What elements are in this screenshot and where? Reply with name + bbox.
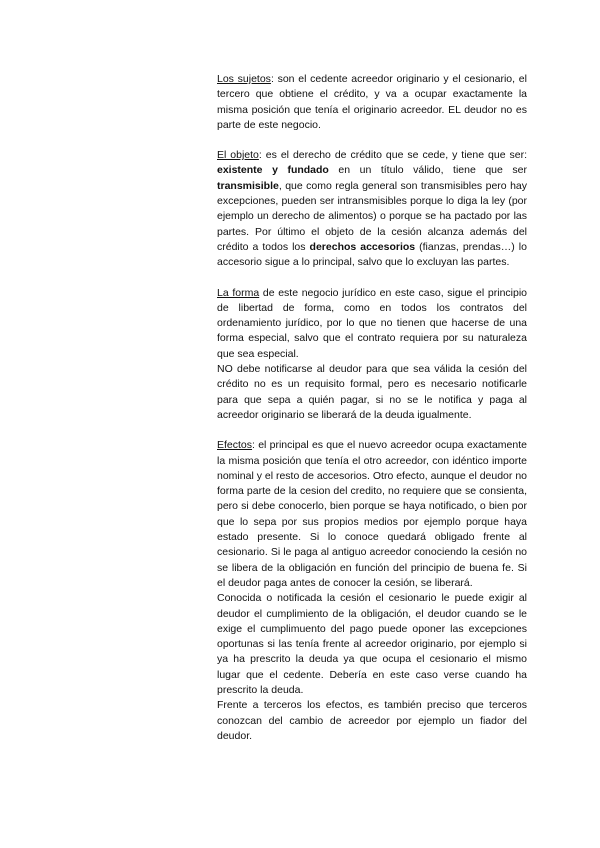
text-column: [217, 72, 527, 744]
paragraph-forma: [217, 286, 527, 362]
sujetos-text: : son el cedente acreedor originario y el cesionario, el tercero que obtiene el crédito, y va a ocupar exactamente la misma posición que tenía el originario acreedor. EL deudor no es parte de este negocio.: [217, 73, 527, 131]
objeto-text-1: : es el derecho de crédito que se cede, y tiene que ser:: [258, 149, 527, 162]
paragraph-sujetos: [217, 72, 527, 133]
heading-sujetos: Los sujetos: [217, 73, 271, 85]
objeto-text-2: en un título válido, tiene que ser: [328, 164, 527, 177]
objeto-bold-derechos-accesorios: derechos accesorios: [309, 240, 416, 253]
efectos-text: : el principal es que el nuevo acreedor ocupa exactamente la misma posición que tenía el otro acreedor, con idéntico importe nominal y el resto de accesorios. Otro efecto, aunque el deudor no forma parte de la cesion del credito, no requiere que se consienta, pero si debe conocerlo, bien porque se haya notificado, o bien por que lo sepa por sus propios medios por ejemplo porque haya estado presente. Si lo conoce quedará obligado frente al cesionario. Si le paga al antiguo acreedor conociendo la cesión no se libera de la obligación en función del principio de buena fe. Si el deudor paga antes de conocer la cesión, se liberará.: [217, 439, 527, 589]
paragraph-efectos: [217, 438, 527, 591]
heading-efectos: Efectos: [217, 439, 253, 452]
objeto-text-3: , que como regla general son transmisibles pero hay excepciones, pueden ser intransmisibles porque lo diga la ley (por ejemplo un derecho de alimentos) o porque se ha pactado por las partes. Por último el objeto de la cesión alcanza además del crédito a todos los: [217, 179, 527, 253]
forma-text: de este negocio jurídico en este caso, sigue el principio de libertad de forma, como en todos los contratos del ordenamiento jurídico, por lo que no tienen que hacerse de una forma especial, salvo que el contrato requiera por su naturaleza que sea especial.: [217, 286, 527, 360]
paragraph-objeto: [217, 148, 527, 270]
heading-objeto: El objeto: [217, 149, 259, 162]
heading-forma: La forma: [217, 286, 260, 299]
objeto-text-4: (fianzas, prendas…) lo accesorio sigue a lo principal, salvo que lo excluyan las partes.: [217, 240, 527, 269]
paragraph-notificacion: NO debe notificarse al deudor para que sea válida la cesión del crédito no es un requisito formal, pero es necesario notificarle para que sepa a quién pagar, si no se le notifica y paga al acreedor originario se liberará de la deuda igualmente.: [217, 363, 527, 421]
paragraph-efectos-3: Frente a terceros los efectos, es también preciso que terceros conozcan del cambio de acreedor por ejemplo un fiador del deudor.: [217, 699, 527, 742]
objeto-bold-existente: existente y fundado: [217, 164, 329, 177]
objeto-bold-transmisible: transmisible: [217, 179, 279, 192]
paragraph-efectos-2: Conocida o notificada la cesión el cesionario le puede exigir al deudor el cumplimiento de la obligación, el deudor cuando se le exige el cumplimuento del pago puede oponer las excepciones oportunas si las tenía frente al acreedor originario, por ejemplo si ya ha prescrito la deuda ya que ocupa el cesionario el mismo lugar que el cedente. Debería en este caso verse cuando ha prescrito la deuda.: [217, 592, 527, 696]
